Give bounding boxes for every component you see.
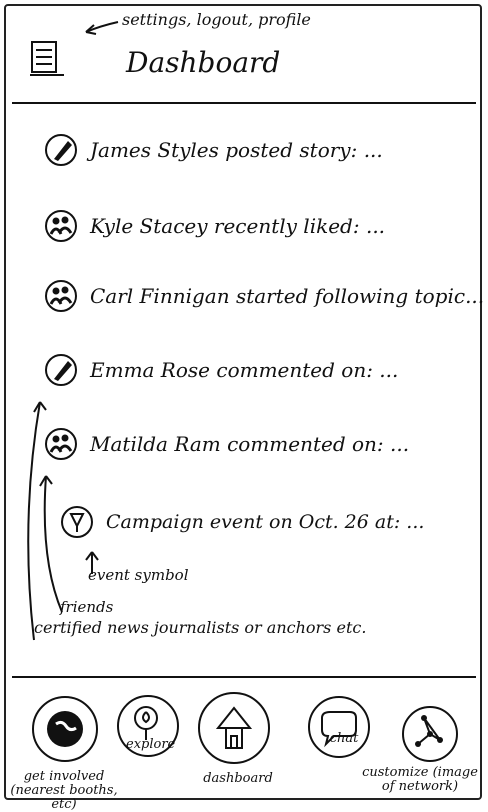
page-title: Dashboard (126, 46, 281, 79)
customize-button[interactable] (400, 704, 460, 764)
feed-item[interactable] (44, 350, 398, 390)
chat-bubble-icon (306, 694, 372, 760)
feed-item[interactable] (44, 276, 484, 316)
chat-button[interactable] (306, 694, 372, 760)
network-icon (400, 704, 460, 764)
friends-note: friends (60, 598, 114, 616)
pen-icon (44, 353, 78, 387)
event-icon (60, 505, 94, 539)
people-icon (44, 209, 78, 243)
hamburger-menu-icon[interactable] (28, 38, 66, 78)
people-icon (44, 427, 78, 461)
home-icon (196, 690, 272, 766)
customize-label: customize (image of network) (362, 765, 478, 794)
feed-item[interactable] (60, 502, 424, 542)
feed-item[interactable] (44, 206, 385, 246)
explore-label: explore (126, 737, 176, 752)
feed-item-text: Kyle Stacey recently liked: ... (90, 214, 386, 238)
people-icon (44, 279, 78, 313)
menu-annotation: settings, logout, profile (122, 10, 311, 29)
pen-icon (44, 133, 78, 167)
feed-item[interactable] (44, 130, 383, 170)
feed-item-text: Emma Rose commented on: ... (90, 358, 399, 382)
chat-label: chat (329, 731, 359, 746)
header-divider (12, 102, 476, 104)
dashboard-button[interactable] (196, 690, 272, 766)
feed-item-text: Matilda Ram commented on: ... (90, 432, 410, 456)
feed-item[interactable] (44, 424, 409, 464)
nav-divider (12, 676, 476, 678)
event-symbol-note: event symbol (88, 566, 189, 584)
get-involved-button[interactable] (30, 694, 100, 764)
get-involved-label: get involved (nearest booths, etc) (10, 769, 118, 812)
feed-item-text: James Styles posted story: ... (90, 138, 383, 162)
dashboard-label: dashboard (203, 771, 273, 786)
feed-item-text: Campaign event on Oct. 26 at: ... (106, 511, 425, 533)
globe-icon (30, 694, 100, 764)
certified-note: certified news journalists or anchors etc. (34, 618, 367, 637)
feed-item-text: Carl Finnigan started following topic... (90, 284, 485, 308)
